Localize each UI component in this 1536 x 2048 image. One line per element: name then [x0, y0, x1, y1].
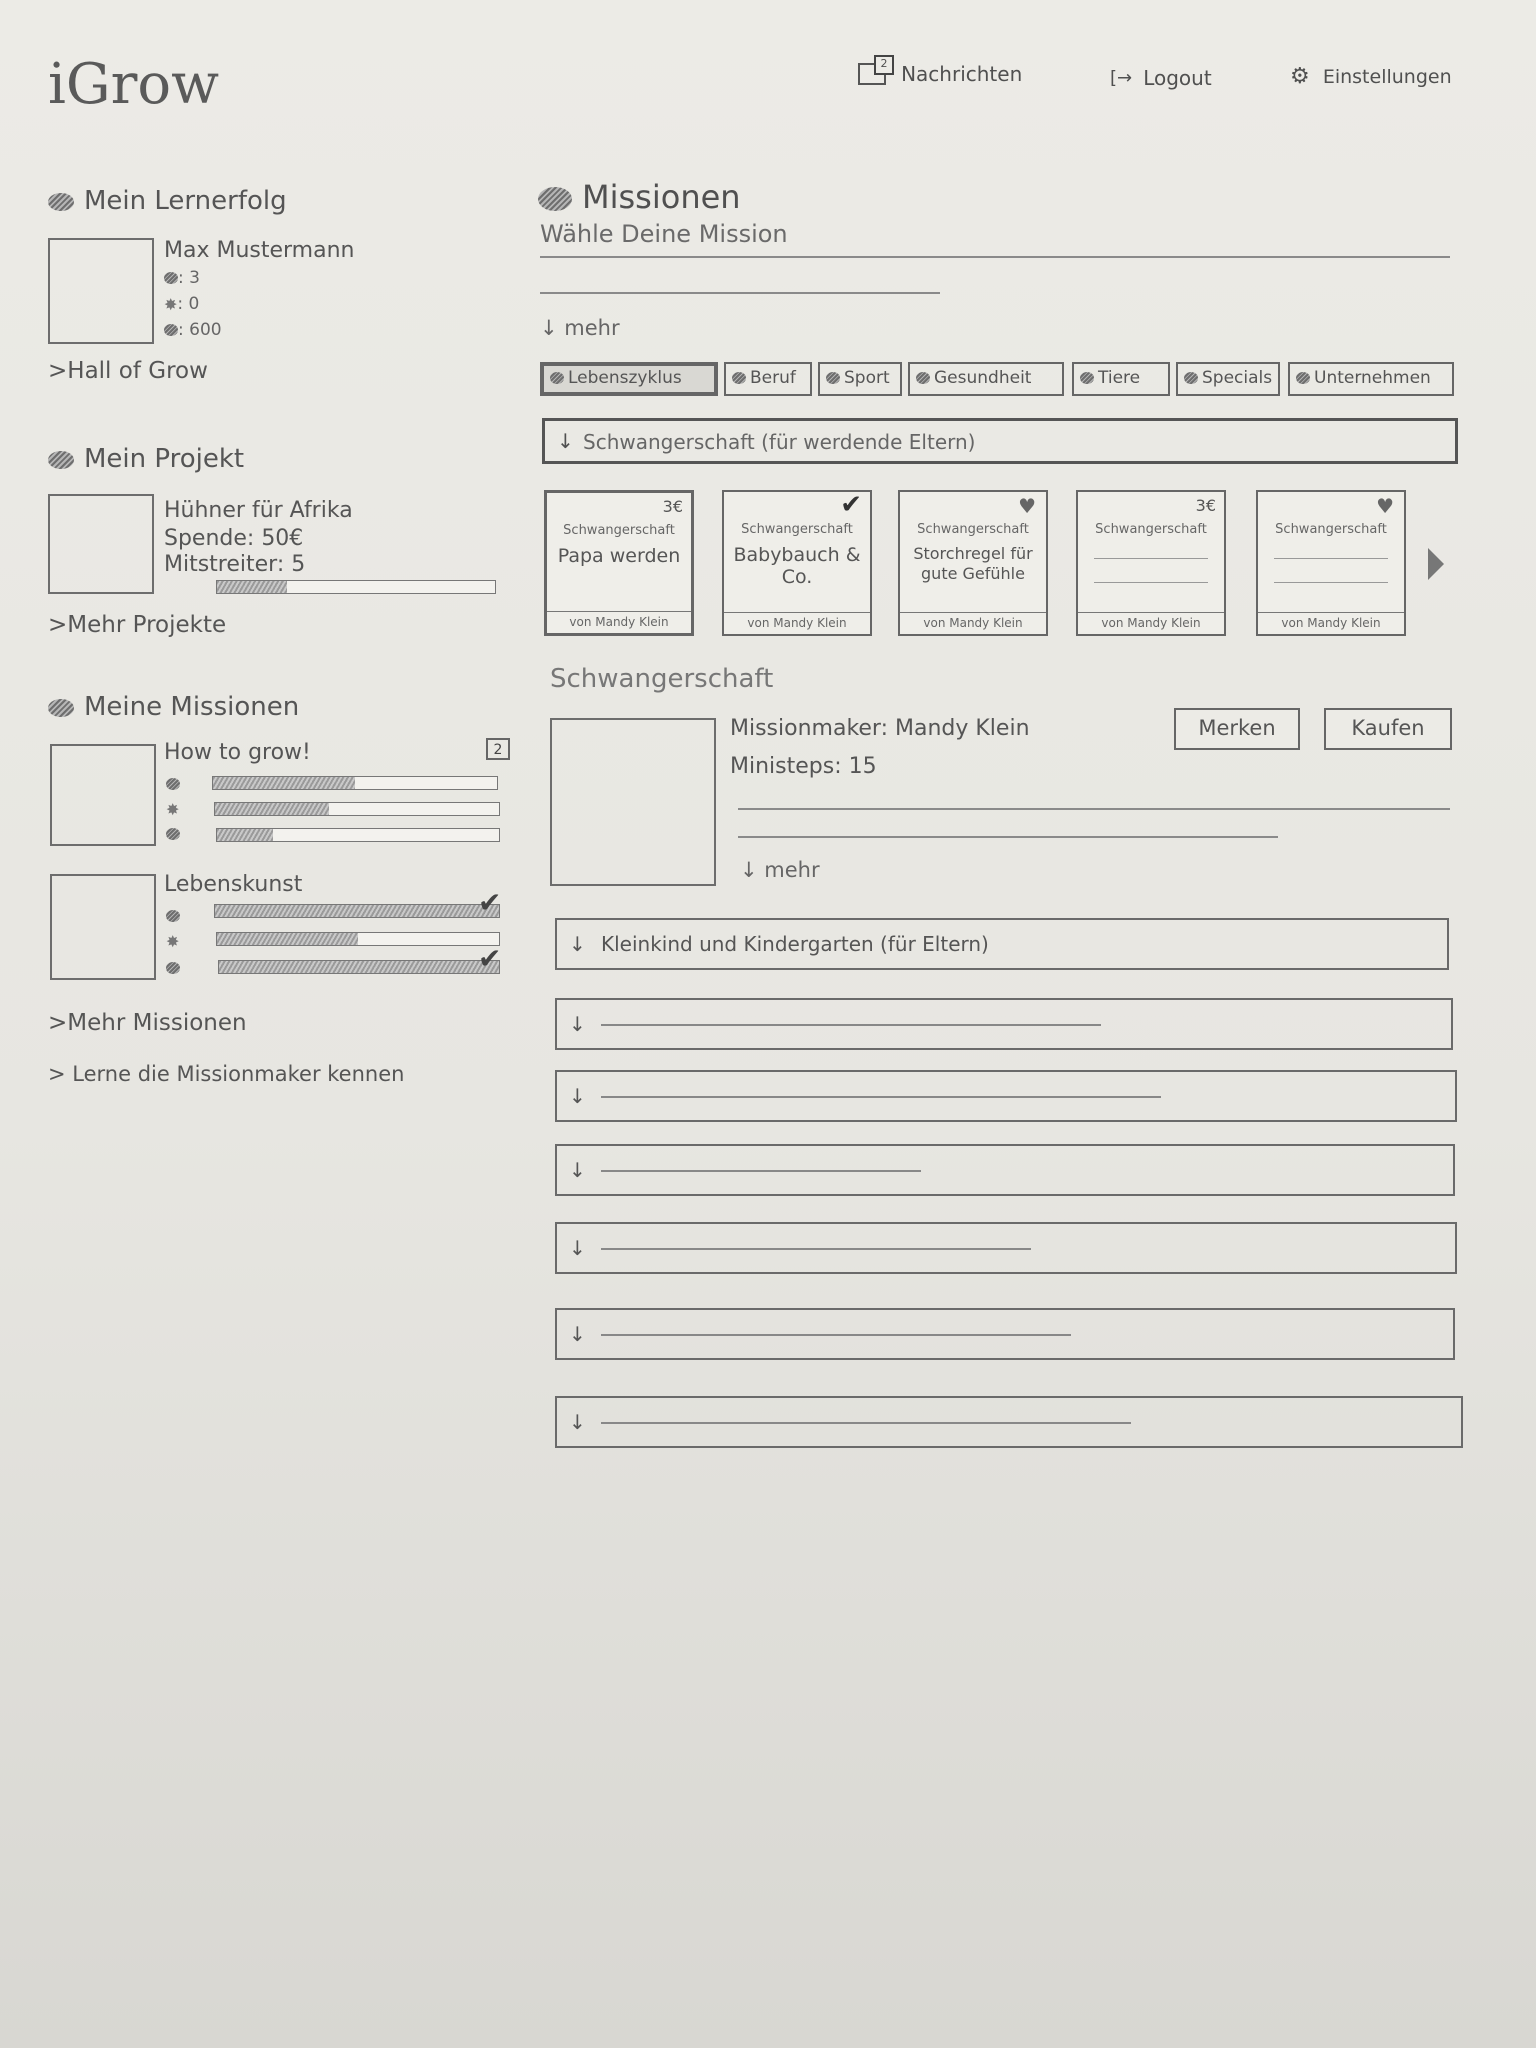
description-line: [738, 836, 1278, 838]
tab-label: Lebenszyklus: [568, 368, 682, 388]
mission-image[interactable]: [50, 744, 156, 846]
arrow-down-icon: ↓: [569, 1322, 586, 1346]
hall-of-grow-link[interactable]: >Hall of Grow: [48, 358, 208, 384]
mission-progress-bar: [214, 904, 500, 918]
tab-label: Unternehmen: [1314, 368, 1431, 388]
mission-card[interactable]: [722, 490, 872, 636]
card-author: von Mandy Klein: [724, 612, 870, 630]
progress-fill: [215, 803, 329, 815]
dot-icon: [550, 372, 564, 384]
accordion-label: Kleinkind und Kindergarten (für Eltern): [601, 932, 989, 956]
price-label: 3€: [1195, 496, 1216, 515]
tab-sport[interactable]: [818, 362, 902, 396]
project-participants: Mitstreiter: 5: [164, 552, 306, 577]
mission-card[interactable]: [1076, 490, 1226, 636]
detail-ministeps: Ministeps: 15: [730, 754, 877, 779]
dot-icon: [166, 910, 180, 922]
learning-section-title: [48, 186, 287, 216]
app-logo[interactable]: iGrow: [48, 52, 220, 117]
link-label: Hall of Grow: [67, 358, 208, 384]
dot-icon: [732, 372, 746, 384]
carousel-next-icon[interactable]: [1428, 548, 1444, 580]
description-line: [540, 292, 940, 294]
title-placeholder-line: [1094, 558, 1208, 559]
arrow-down-icon: ↓: [569, 1012, 586, 1036]
card-title: Babybauch & Co.: [733, 544, 861, 588]
stat-value: : 600: [178, 320, 222, 340]
missions-subtitle: Wähle Deine Mission: [540, 220, 788, 248]
tab-label: Sport: [844, 368, 890, 388]
mission-progress-bar: [216, 828, 500, 842]
tab-label: Beruf: [750, 368, 796, 388]
title-placeholder-line: [1274, 582, 1388, 583]
more-projects-link[interactable]: >Mehr Projekte: [48, 612, 227, 638]
arrow-down-icon: ↓: [569, 1236, 586, 1260]
checkmark-icon: ✔: [478, 886, 502, 919]
progress-fill: [215, 905, 499, 917]
section-icon: [48, 193, 74, 211]
messages-count-badge: 2: [874, 55, 894, 75]
mission-name[interactable]: How to grow!: [164, 740, 311, 765]
card-category: Schwangerschaft: [1275, 522, 1387, 537]
title-placeholder-line: [1274, 558, 1388, 559]
project-section-title: [48, 444, 244, 474]
messages-label: Nachrichten: [901, 62, 1023, 86]
card-title: Papa werden: [557, 545, 681, 567]
settings-label: Einstellungen: [1322, 65, 1452, 88]
card-title: Storchregel für gute Gefühle: [913, 544, 1033, 583]
placeholder-line: [601, 1334, 1071, 1336]
card-category: Schwangerschaft: [741, 522, 853, 537]
settings-link[interactable]: [1290, 64, 1452, 89]
tab-gesundheit[interactable]: [908, 362, 1064, 396]
tab-label: Tiere: [1098, 368, 1141, 388]
project-name: Hühner für Afrika: [164, 498, 353, 523]
mission-card[interactable]: [898, 490, 1048, 636]
learning-stat-stars: [164, 294, 199, 314]
progress-fill: [213, 777, 355, 789]
link-label: Mehr Projekte: [67, 612, 227, 638]
dot-icon: [166, 828, 180, 840]
heart-icon[interactable]: ♥: [1018, 494, 1036, 518]
arrow-down-icon: ↓: [569, 1084, 586, 1108]
star-icon: ✸: [166, 932, 180, 951]
dot-icon: [164, 272, 178, 284]
card-author: von Mandy Klein: [547, 611, 691, 629]
mission-progress-bar: [216, 932, 500, 946]
detail-image: [550, 718, 716, 886]
mission-progress-bar: [218, 960, 500, 974]
dot-icon: [166, 778, 180, 790]
tab-beruf[interactable]: [724, 362, 812, 396]
mission-card[interactable]: [544, 490, 694, 636]
missions-section-title: [48, 692, 299, 722]
link-label: Mehr Missionen: [67, 1010, 247, 1036]
tab-unternehmen[interactable]: [1288, 362, 1454, 396]
logout-link[interactable]: [1110, 66, 1212, 90]
chevron-down-icon: ↓: [557, 429, 574, 453]
gear-icon: ⚙: [1290, 64, 1310, 89]
heart-icon[interactable]: ♥: [1376, 494, 1394, 518]
accordion-row[interactable]: [555, 1144, 1455, 1196]
progress-fill: [217, 581, 287, 593]
placeholder-line: [601, 1248, 1031, 1250]
link-label: Lerne die Missionmaker kennen: [72, 1062, 405, 1086]
tab-specials[interactable]: [1176, 362, 1280, 396]
mission-makers-link[interactable]: > Lerne die Missionmaker kennen: [48, 1062, 405, 1086]
stat-value: : 0: [177, 294, 200, 314]
price-label: 3€: [662, 497, 683, 516]
tab-label: Specials: [1202, 368, 1273, 388]
buy-button[interactable]: Kaufen: [1324, 708, 1452, 750]
card-category: Schwangerschaft: [1095, 522, 1207, 537]
dot-icon: [166, 962, 180, 974]
detail-maker: Missionmaker: Mandy Klein: [730, 716, 1030, 741]
stat-value: : 3: [178, 268, 200, 288]
accordion-row[interactable]: [555, 918, 1449, 970]
section-icon: [48, 451, 74, 469]
mission-card[interactable]: [1256, 490, 1406, 636]
link-label: mehr: [564, 316, 620, 340]
project-progress-bar: [216, 580, 496, 594]
card-author: von Mandy Klein: [900, 612, 1046, 630]
remember-button[interactable]: Merken: [1174, 708, 1300, 750]
detail-more-link[interactable]: ↓ mehr: [740, 858, 820, 882]
card-author: von Mandy Klein: [1258, 612, 1404, 630]
category-dropdown[interactable]: [542, 418, 1458, 464]
project-title-text: Mein Projekt: [84, 444, 245, 474]
placeholder-line: [601, 1096, 1161, 1098]
tab-tiere[interactable]: [1072, 362, 1170, 396]
star-icon: ✸: [166, 800, 180, 819]
link-label: mehr: [764, 858, 820, 882]
avatar[interactable]: [48, 238, 154, 344]
description-line: [738, 808, 1450, 810]
mission-progress-bar: [212, 776, 498, 790]
mission-name[interactable]: Lebenskunst: [164, 872, 303, 897]
category-dropdown-label: Schwangerschaft (für werdende Eltern): [583, 430, 976, 454]
section-icon: [48, 699, 74, 717]
missions-heading-text: Missionen: [582, 178, 741, 216]
tab-lebenszyklus[interactable]: [540, 362, 718, 396]
logout-icon: [→: [1110, 67, 1133, 89]
placeholder-line: [601, 1024, 1101, 1026]
accordion-row[interactable]: [555, 1308, 1455, 1360]
project-donation: Spende: 50€: [164, 526, 304, 551]
accordion-row[interactable]: [555, 1070, 1457, 1122]
card-category: Schwangerschaft: [563, 523, 675, 538]
logout-label: Logout: [1143, 66, 1212, 90]
dot-icon: [826, 372, 840, 384]
dot-icon: [1080, 372, 1094, 384]
card-category: Schwangerschaft: [917, 522, 1029, 537]
progress-fill: [217, 933, 358, 945]
checkmark-icon: ✔: [478, 942, 502, 975]
description-line: [540, 256, 1450, 258]
dot-icon: [164, 324, 178, 336]
dot-icon: [916, 372, 930, 384]
mission-image[interactable]: [50, 874, 156, 980]
tab-label: Gesundheit: [934, 368, 1032, 388]
learning-title-text: Mein Lernerfolg: [84, 186, 287, 216]
mission-notification-badge: 2: [486, 738, 510, 760]
placeholder-line: [601, 1170, 921, 1172]
arrow-down-icon: ↓: [569, 932, 586, 956]
learning-stat-coins: [164, 320, 222, 340]
dot-icon: [1296, 372, 1310, 384]
placeholder-line: [601, 1422, 1131, 1424]
more-missions-link[interactable]: >Mehr Missionen: [48, 1010, 247, 1036]
missions-title-text: Meine Missionen: [84, 692, 300, 722]
mission-progress-bar: [214, 802, 500, 816]
accordion-row[interactable]: [555, 998, 1453, 1050]
accordion-row[interactable]: [555, 1396, 1463, 1448]
messages-icon: [858, 57, 888, 85]
card-author: von Mandy Klein: [1078, 612, 1224, 630]
section-icon: [538, 187, 572, 211]
accordion-row[interactable]: [555, 1222, 1457, 1274]
detail-title: Schwangerschaft: [550, 664, 774, 694]
arrow-down-icon: ↓: [569, 1410, 586, 1434]
learning-stat-points: [164, 268, 200, 288]
missions-more-link[interactable]: ↓ mehr: [540, 316, 620, 340]
missions-heading: [538, 178, 741, 216]
messages-link[interactable]: [858, 57, 1023, 86]
user-name: Max Mustermann: [164, 238, 355, 263]
progress-fill: [217, 829, 273, 841]
checkmark-icon: ✔: [840, 490, 862, 520]
dot-icon: [1184, 372, 1198, 384]
project-image[interactable]: [48, 494, 154, 594]
star-icon: ✸: [164, 294, 178, 314]
arrow-down-icon: ↓: [569, 1158, 586, 1182]
progress-fill: [219, 961, 499, 973]
title-placeholder-line: [1094, 582, 1208, 583]
